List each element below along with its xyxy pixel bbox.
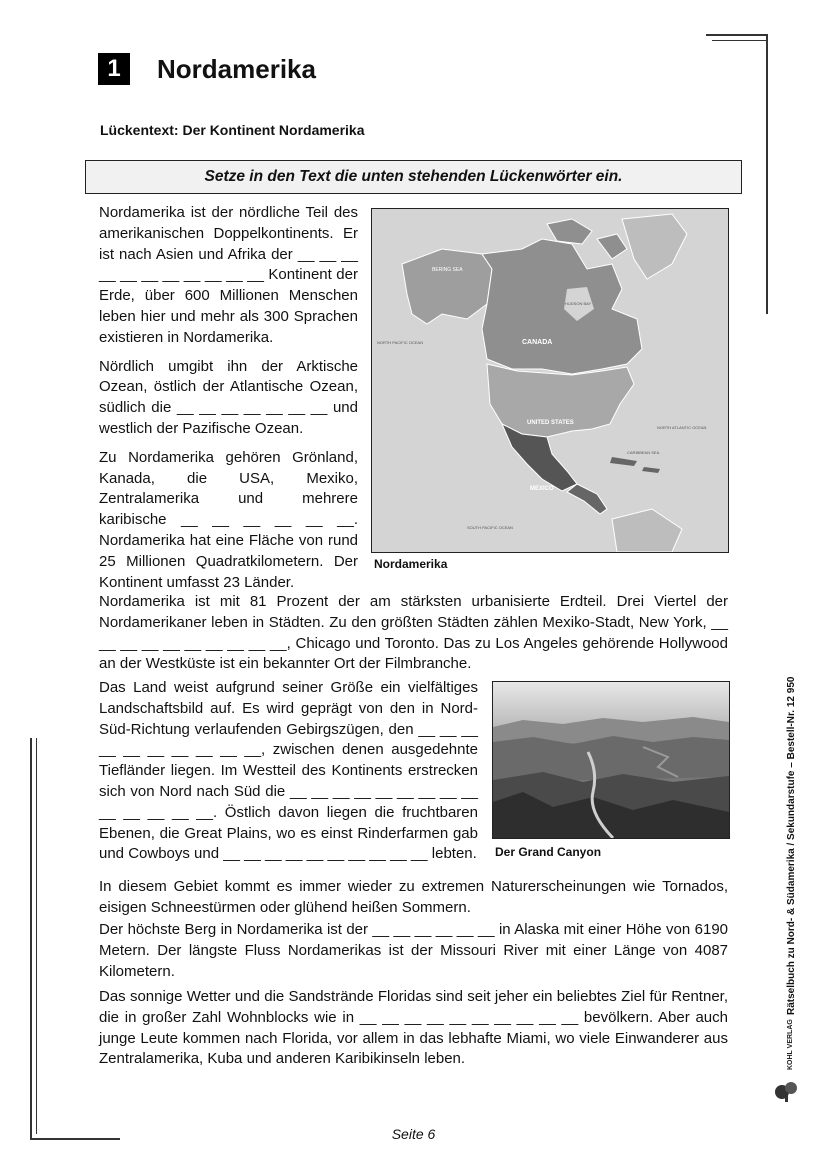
map-label-hudson: HUDSON BAY (565, 301, 592, 306)
frame-line-top-right-h2 (712, 40, 768, 41)
paragraph-3: Zu Nordamerika gehören Grönland, Kanada, die USA, Mexiko, Zentralamerika und mehrere karibische __ __ __ __ __ __. Nordamerika hat eine Fläche von rund 25 Millionen Quadratkilometern. Der Kontinent umfasst 23 Länder. (99, 448, 358, 591)
map-label-north-atlantic: NORTH ATLANTIC OCEAN (657, 425, 707, 430)
map-label-caribbean: CARIBBEAN SEA (627, 450, 660, 455)
frame-line-top-right-h1 (706, 34, 768, 36)
canyon-graphic (493, 682, 729, 838)
map-label-canada: CANADA (522, 339, 553, 346)
map-label-usa: UNITED STATES (527, 420, 574, 426)
page-number: Seite 6 (391, 1126, 436, 1142)
chapter-title: Nordamerika (157, 54, 316, 84)
paragraph-1: Nordamerika ist der nördliche Teil des amerikanischen Doppelkontinents. Er ist nach Asien und Afrika der __ __ __ __ __ __ __ __ __ __ __ Kontinent der Erde, über 600 Millionen Menschen leben hier und mehr als 300 Sprachen existieren in Nordamerika. (99, 204, 358, 346)
subtitle: Lückentext: Der Kontinent Nordamerika (100, 122, 365, 138)
paragraph-5: Das Land weist aufgrund seiner Größe ein vielfältiges Landschaftsbild auf. Es wird geprägt von den in Nord-Süd-Richtung verlaufenden Gebirgszügen, den __ __ __ __ __ __ __ __ __ __, zwischen denen ausgedehnte Tiefländer liegen. Im Westteil des Kontinents erstrecken sich von Nord nach Süd die __ __ __ __ __ __ __ __ __ __ __ __ __ __. Östlich davon liegen die fruchtbaren Ebenen, die Great Plains, wo es einst Rinderfarmen gab und Cowboys und __ __ __ __ __ __ __ __ __ __ lebten. (99, 679, 478, 863)
side-series-text: Rätselbuch zu Nord- & Südamerika / Sekundarstufe – Bestell-Nr. 12 950 (786, 676, 797, 1015)
chapter-number: 1 (98, 53, 130, 85)
map-label-north-pacific: NORTH PACIFIC OCEAN (377, 340, 424, 345)
paragraph-2: Nördlich umgibt ihn der Arktische Ozean, östlich der Atlantische Ozean, südlich die __ __ __ __ __ __ __ und westlich der Pazifische Ozean. (99, 357, 358, 437)
canyon-caption: Der Grand Canyon (495, 845, 602, 859)
map-caption: Nordamerika (374, 557, 448, 571)
frame-line-bottom-left-v1 (30, 738, 32, 1140)
paragraph-6: In diesem Gebiet kommt es immer wieder zu extremen Naturerscheinungen wie Tornados, eisigen Schneestürmen oder glühend heißen Sommern. (99, 878, 728, 916)
north-america-map (371, 208, 729, 553)
left-column-text (99, 203, 358, 601)
paragraph-7: Der höchste Berg in Nordamerika ist der __ __ __ __ __ __ in Alaska mit einer Höhe von 6190 Metern. Der längste Fluss Nordamerikas ist der Missouri River mit einer Länge von 4087 Kilometern. (99, 921, 728, 980)
map-label-mexico: MEXICO (530, 486, 554, 492)
instruction-box: Setze in den Text die unten stehenden Lückenwörter ein. (85, 160, 742, 194)
frame-line-top-right-v (766, 34, 768, 314)
map-graphic (372, 209, 728, 552)
frame-line-bottom-left-v2 (36, 738, 37, 1134)
logo-text: KOHL VERLAG (787, 1019, 794, 1070)
map-label-south-pacific: SOUTH PACIFIC OCEAN (467, 525, 513, 530)
grand-canyon-photo (492, 681, 730, 839)
paragraph-8: Das sonnige Wetter und die Sandstrände Floridas sind seit jeher ein beliebtes Ziel für Rentner, die in großer Zahl Wohnblocks wie in __ __ __ __ __ __ __ __ __ __ bevölkern. Aber auch junge Leute kommen nach Florida, vor allem in das lebhafte Miami, wo viele Einwanderer aus Zentralamerika, Kuba und anderen Karibikinseln leben. (99, 988, 728, 1068)
paragraph-4: Nordamerika ist mit 81 Prozent der am stärksten urbanisierte Erdteil. Drei Viertel der Nordamerikaner leben in Städten. Zu den größten Städten zählen Mexiko-Stadt, New York, __ __ __ __ __ __ __ __ __ __, Chicago und Toronto. Das zu Los Angeles gehörende Hollywood an der Westküste ist ein bekannter Ort der Filmbranche. (99, 593, 728, 673)
publisher-logo (770, 1010, 804, 1105)
map-label-bering: BERING SEA (432, 267, 463, 273)
